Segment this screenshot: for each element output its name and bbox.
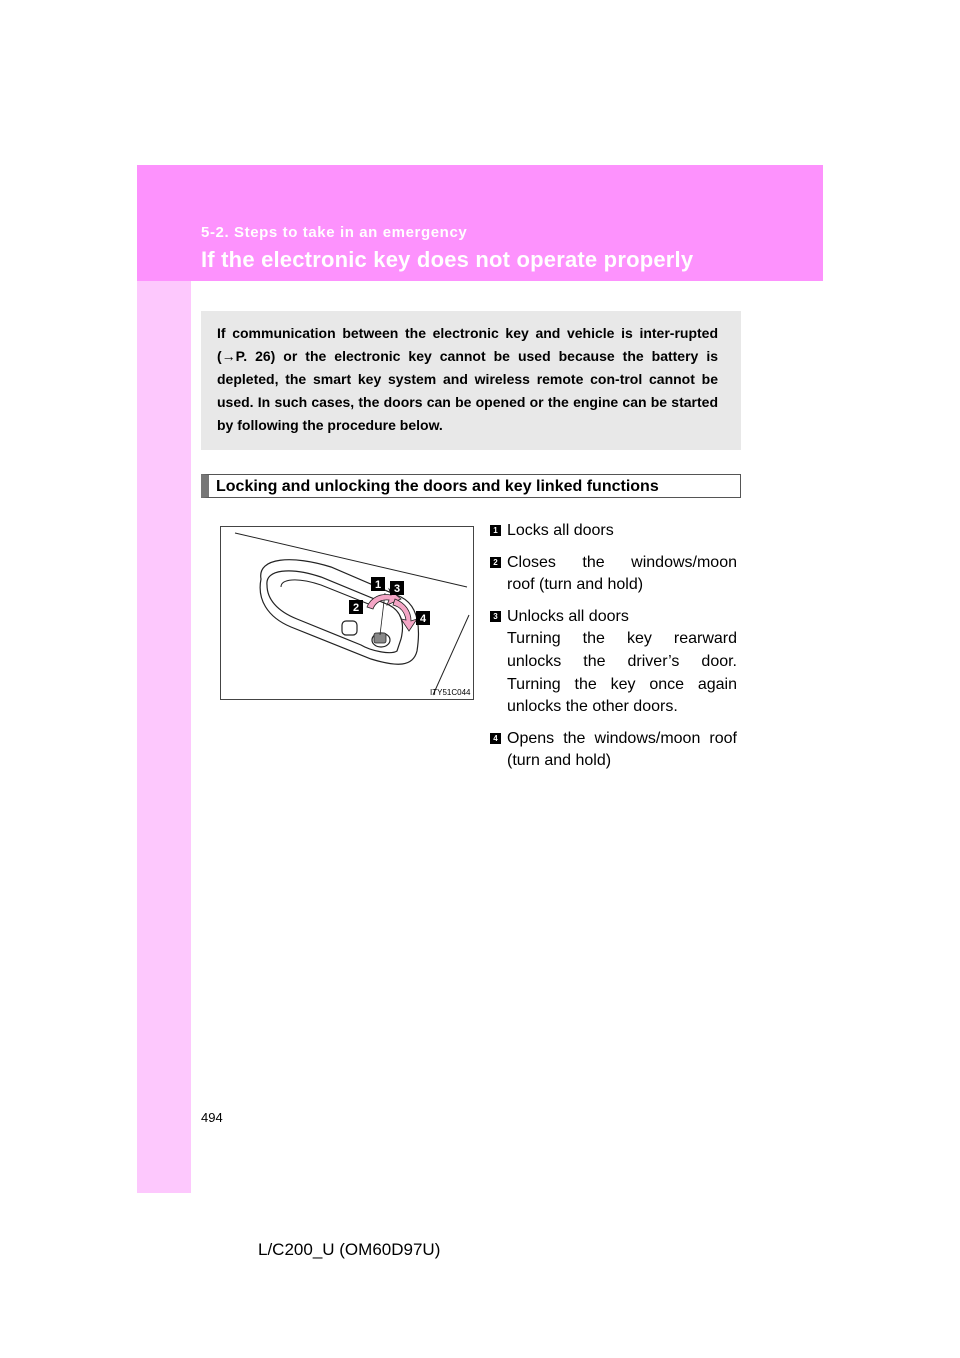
- step-3: [490, 606, 737, 719]
- unlock-arrow: [393, 599, 417, 631]
- page-number: 494: [201, 1110, 223, 1125]
- section-label: 5-2. Steps to take in an emergency: [201, 224, 468, 241]
- step-line: (turn and hold): [507, 752, 612, 770]
- step-number-badge: 4: [490, 733, 501, 744]
- section-heading: Locking and unlocking the doors and key linked functions: [201, 474, 741, 498]
- callout-1-label: 1: [374, 579, 382, 591]
- step-line: Closes the windows/moon: [507, 553, 737, 571]
- step-line: Locks all doors: [507, 522, 614, 539]
- page-title: If the electronic key does not operate properly: [201, 247, 694, 272]
- step-1: [490, 520, 737, 543]
- intro-box: [201, 311, 741, 450]
- side-band: [137, 165, 191, 1193]
- callout-4-label: 4: [419, 613, 427, 625]
- intro-text: If communication between the electronic key and vehicle is inter-rupted (→P. 26) or the electronic key cannot be used because the battery is depleted, the smart key system and wireless remote con-trol cannot be used. In such cases, the doors can be opened or the engine can be started by following the procedure below.: [217, 325, 718, 433]
- door-handle-figure: [220, 526, 474, 700]
- callout-3-label: 3: [393, 583, 401, 595]
- step-2: [490, 552, 737, 597]
- step-number-badge: 3: [490, 611, 501, 622]
- step-line: unlocks the other doors.: [507, 698, 678, 716]
- request-button: [342, 621, 357, 635]
- step-list: [490, 520, 737, 782]
- document-id: L/C200_U (OM60D97U): [258, 1240, 441, 1259]
- step-line: unlocks the driver’s door.: [507, 652, 737, 670]
- door-edge-line: [433, 615, 469, 695]
- step-line: Opens the windows/moon roof: [507, 729, 737, 747]
- door-edge-line: [235, 533, 467, 587]
- callout-2-label: 2: [352, 602, 360, 614]
- step-line: Turning the key once again: [507, 675, 737, 693]
- step-number-badge: 2: [490, 557, 501, 568]
- door-handle-illustration: [221, 527, 475, 701]
- step-line: Turning the key rearward: [507, 630, 737, 648]
- step-number-badge: 1: [490, 525, 501, 536]
- step-line: roof (turn and hold): [507, 576, 644, 594]
- step-4: [490, 728, 737, 773]
- step-line: Unlocks all doors: [507, 607, 629, 625]
- figure-code: ITY51C044: [430, 688, 471, 697]
